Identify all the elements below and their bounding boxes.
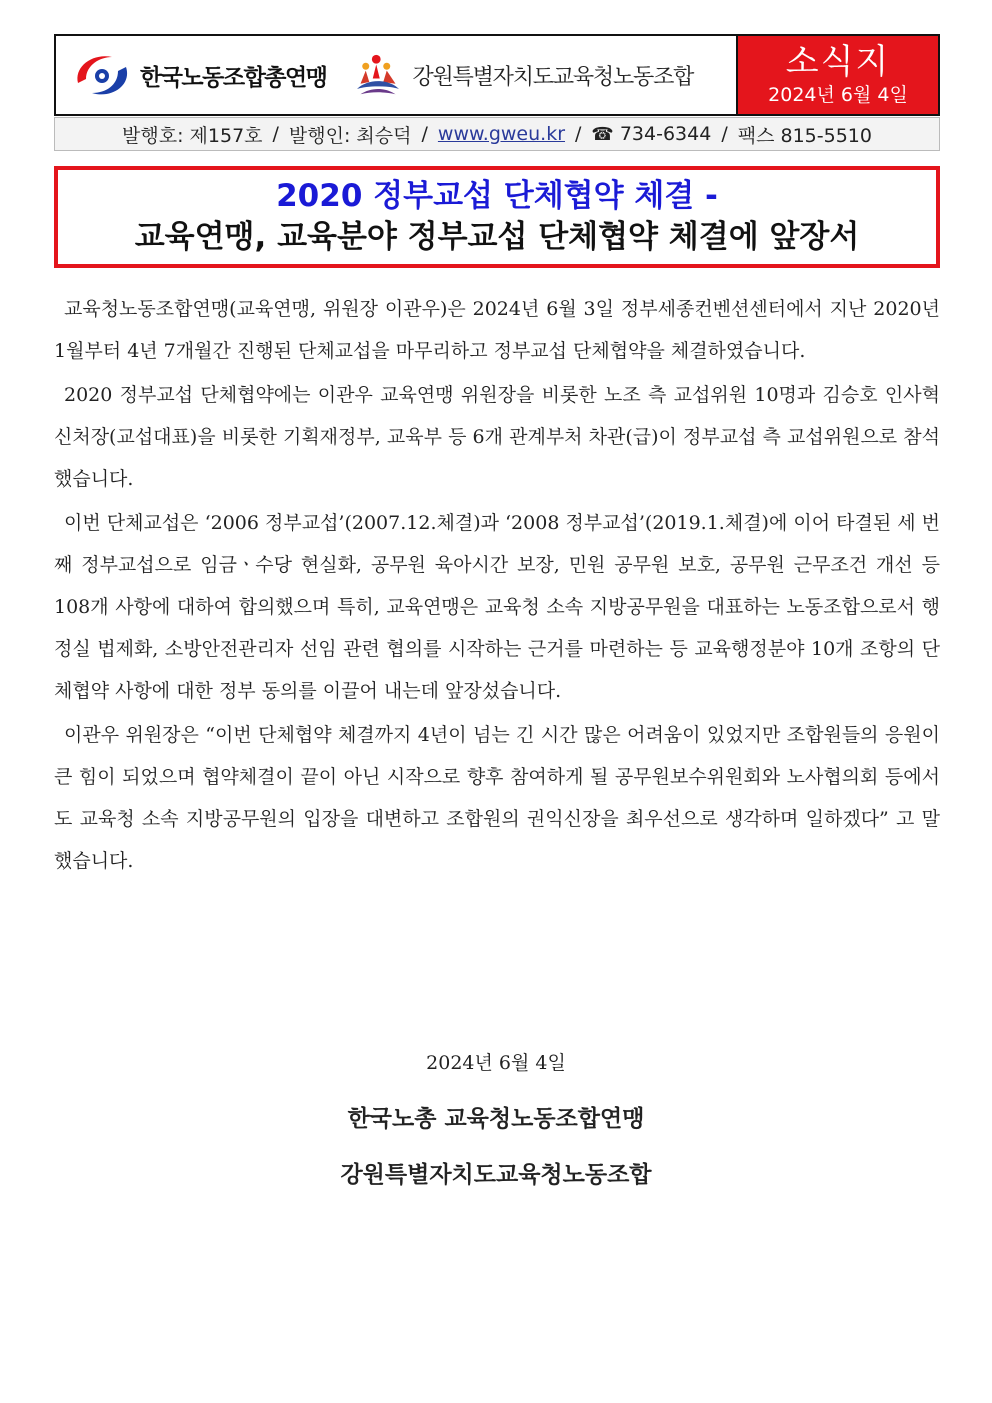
org1-name: 한국노동조합총연맹 [140, 64, 327, 91]
separator: / [421, 123, 428, 145]
closing-block [0, 1046, 992, 1214]
fktu-swirl-logo-icon [70, 49, 134, 101]
publisher: 발행인: 최승덕 [288, 124, 412, 147]
article-body [54, 288, 940, 884]
headline-line-1: 2020 정부교섭 단체협약 체결 - [276, 178, 718, 214]
closing-date: 2024년 6월 4일 [426, 1052, 566, 1074]
signer-2: 강원특별자치도교육청노동조합 [340, 1161, 652, 1188]
fktu-logo [70, 49, 326, 101]
union-figures-logo-icon [350, 49, 406, 101]
signer-1: 한국노총 교육청노동조합연맹 [347, 1105, 645, 1132]
issue-number: 발행호: 제157호 [122, 124, 263, 147]
fax-number: 팩스 815-5510 [737, 124, 872, 147]
newsletter-date: 2024년 6월 4일 [768, 84, 908, 106]
publication-info-bar [54, 117, 940, 151]
paragraph-4: 이관우 위원장은 “이번 단체협약 체결까지 4년이 넘는 긴 시간 많은 어려움이 있었지만 조합원들의 응원이 큰 힘이 되었으며 협약체결이 끝이 아닌 시작으로 향후 참여하게 될 공무원보수위원회와 노사협의회 등에서도 교육청 소속 지방공무원의 입장을 대변하고 조합원의 권익신장을 최우선으로 생각하며 일하겠다” 고 말했습니다. [54, 724, 940, 872]
paragraph-1: 교육청노동조합연맹(교육연맹, 위원장 이관우)은 2024년 6월 3일 정부세종컨벤션센터에서 지난 2020년 1월부터 4년 7개월간 진행된 단체교섭을 마무리하고 정부교섭 단체협약을 체결하였습니다. [54, 298, 940, 362]
paragraph-3: 이번 단체교섭은 ‘2006 정부교섭’(2007.12.체결)과 ‘2008 정부교섭’(2019.1.체결)에 이어 타결된 세 번째 정부교섭으로 임금ㆍ수당 현실화, 공무원 육아시간 보장, 민원 공무원 보호, 공무원 근무조건 개선 등 108개 사항에 대하여 합의했으며 특히, 교육연맹은 교육청 소속 지방공무원을 대표하는 노동조합으로서 행정실 법제화, 소방안전관리자 선임 관련 협의를 시작하는 근거를 마련하는 등 교육행정분야 10개 조항의 단체협약 사항에 대한 정부 동의를 이끌어 내는데 앞장섰습니다. [54, 512, 940, 702]
org2-name: 강원특별자치도교육청노동조합 [412, 64, 694, 90]
headline-line-2: 교육연맹, 교육분야 정부교섭 단체협약 체결에 앞장서 [134, 219, 860, 255]
gweu-logo [350, 49, 693, 101]
website-link[interactable]: www.gweu.kr [437, 123, 566, 145]
headline-box [54, 166, 940, 268]
logo-block [56, 36, 738, 114]
telephone-icon: ☎ [591, 123, 614, 145]
newsletter-title: 소식지 [785, 42, 891, 82]
newsletter-badge [738, 36, 938, 114]
paragraph-2: 2020 정부교섭 단체협약에는 이관우 교육연맹 위원장을 비롯한 노조 측 교섭위원 10명과 김승호 인사혁신처장(교섭대표)을 비롯한 기획재정부, 교육부 등 6개 관계부처 차관(급)이 정부교섭 측 교섭위원으로 참석했습니다. [54, 384, 940, 490]
separator: / [575, 123, 582, 145]
masthead [54, 34, 940, 116]
phone-number: 734-6344 [619, 123, 712, 145]
separator: / [272, 123, 279, 145]
separator: / [721, 123, 728, 145]
